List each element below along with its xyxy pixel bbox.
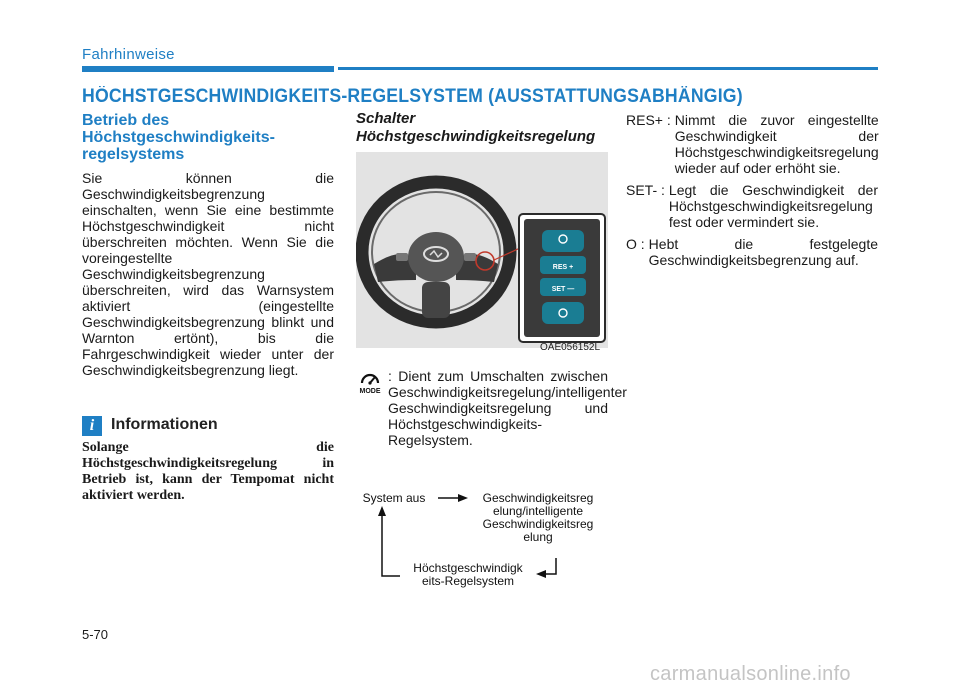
steering-wheel-figure bbox=[356, 152, 608, 348]
flow-limiter-line: eits-Regelsystem bbox=[421, 574, 515, 588]
definition-set bbox=[626, 182, 878, 230]
figure-caption: OAE056152L bbox=[540, 342, 601, 353]
flow-system-off: System aus bbox=[362, 491, 426, 505]
section-label: Fahrhinweise bbox=[82, 46, 175, 63]
watermark: carmanualsonline.info bbox=[650, 663, 851, 685]
switch-definitions bbox=[626, 112, 878, 274]
definition-o bbox=[626, 236, 878, 268]
mode-flow-diagram bbox=[356, 484, 608, 594]
definition-text: Nimmt die zuvor eingestellte Geschwindigkeit der Höchstgeschwindigkeitsregelung wieder auf oder erhöht sie. bbox=[674, 112, 879, 176]
definition-res bbox=[626, 112, 878, 176]
flow-cruise-line: elung bbox=[523, 530, 553, 544]
flow-cruise-line: Geschwindigkeitsreg bbox=[482, 517, 594, 531]
info-paragraph: Solange die Höchstgeschwindigkeitsregelung in Betrieb ist, kann der Tempomat nicht aktiviert werden. bbox=[82, 440, 334, 503]
page-number: 5-70 bbox=[82, 627, 109, 642]
definition-key: O : bbox=[626, 236, 645, 252]
flow-limiter-mode bbox=[402, 562, 534, 588]
flow-cruise-line: elung/intelligente bbox=[492, 504, 584, 518]
mode-description: : Dient zum Umschalten zwischen Geschwindigkeitsregelung/intelligenter Geschwindigkeitsregelung und Höchstgeschwindigkeits-Regelsystem. bbox=[388, 368, 627, 448]
flow-cruise-mode bbox=[468, 492, 608, 544]
mode-icon-label: MODE bbox=[359, 388, 381, 394]
section-heading: Betrieb des Höchstgeschwindigkeits-regelsystems bbox=[82, 112, 275, 163]
intro-paragraph: Sie können die Geschwindigkeitsbegrenzung einschalten, wenn Sie eine bestimmte Höchstgeschwindigkeit nicht überschreiten möchten. Wenn Sie die voreingestellte Geschwindigkeitsbegrenzung überschreiten, wird das Warnsystem aktiviert (eingestellte Geschwindigkeitsbegrenzung blinkt und Warnton ertönt), bis die Fahrgeschwindigkeit wieder unter der Geschwindigkeitsbegrenzung liegt. bbox=[82, 170, 334, 378]
figure-title: Schalter Höchstgeschwindigkeitsregelung bbox=[356, 110, 596, 145]
page-title: HÖCHSTGESCHWINDIGKEITS-REGELSYSTEM (AUSSTATTUNGSABHÄNGIG) bbox=[82, 86, 743, 107]
header-bar-thick bbox=[82, 66, 334, 72]
info-title: Informationen bbox=[111, 416, 218, 433]
header-bar-thin bbox=[338, 67, 878, 70]
definition-text: Hebt die festgelegte Geschwindigkeitsbegrenzung auf. bbox=[648, 236, 878, 268]
definition-text: Legt die Geschwindigkeit der Höchstgeschwindigkeitsregelung fest oder vermindert sie. bbox=[668, 182, 878, 230]
mode-icon bbox=[356, 370, 384, 399]
res-switch-label: RES + bbox=[552, 264, 574, 271]
flow-cruise-line: Geschwindigkeitsreg bbox=[482, 491, 594, 505]
definition-key: SET- : bbox=[626, 182, 665, 198]
info-icon: i bbox=[82, 416, 102, 436]
steering-wheel-illustration bbox=[356, 152, 608, 348]
set-switch-label: SET — bbox=[551, 286, 575, 293]
definition-key: RES+ : bbox=[626, 112, 671, 128]
flow-limiter-line: Höchstgeschwindigk bbox=[413, 561, 523, 575]
